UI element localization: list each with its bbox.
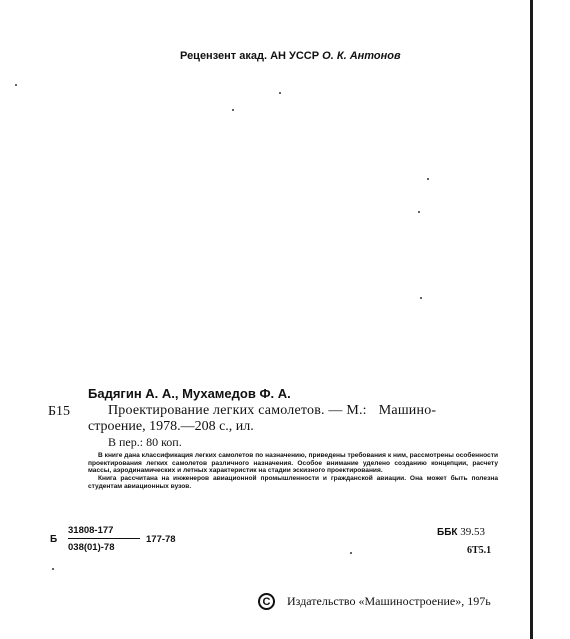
bbk-value: 39.53 <box>460 526 486 538</box>
udc-code: 6Т5.1 <box>467 545 492 556</box>
scan-speck <box>52 568 54 570</box>
scan-speck <box>427 178 429 180</box>
copyright-icon: C <box>258 593 275 610</box>
library-code: Б15 <box>48 404 71 419</box>
annotation-block <box>88 452 498 491</box>
bbk-index <box>437 526 485 538</box>
catalog-denominator: 038(01)-78 <box>68 542 115 553</box>
price-line: В пер.: 80 коп. <box>108 435 182 449</box>
annotation-paragraph-1: В книге дана классификация легких самолетов по назначению, приведены требования к ним, рассмотрены особенности проектирования легких самолетов различного назначения. Особое внимание уделено созданию концепции, расчету массы, аэродинамических и летных характеристик на стадии эскизного проектирования. <box>88 452 498 475</box>
copyright-text: Издательство «Машиностроение», 197ь <box>287 594 491 608</box>
annotation-paragraph-2: Книга рассчитана на инженеров авиационной промышленности и гражданской авиации. Она может быть полезна студентам авиационных вузов. <box>88 475 498 490</box>
reviewer-prefix: Рецензент акад. АН УССР <box>180 50 320 62</box>
book-title-part2: Машино- <box>378 403 437 418</box>
page-edge-border <box>530 0 533 639</box>
scan-speck <box>232 109 234 111</box>
copyright-line <box>258 593 491 610</box>
scan-speck <box>279 92 281 94</box>
scan-speck <box>420 297 422 299</box>
authors-heading: Бадягин А. А., Мухамедов Ф. А. <box>88 386 291 401</box>
reviewer-line <box>180 50 401 62</box>
scan-speck <box>350 552 352 554</box>
catalog-fraction <box>68 525 140 553</box>
catalog-suffix: 177-78 <box>146 534 176 545</box>
book-title-line <box>108 403 436 419</box>
publisher-imprint: строение, 1978.—208 с., ил. <box>88 419 254 434</box>
catalog-numerator: 31808-177 <box>68 525 140 539</box>
scan-speck <box>418 211 420 213</box>
reviewer-name: О. К. Антонов <box>322 50 401 62</box>
bbk-label: ББК <box>437 527 458 538</box>
scan-speck <box>15 84 17 86</box>
catalog-letter: Б <box>50 534 58 545</box>
book-title-part1: Проектирование легких самолетов. — М.: <box>108 403 367 418</box>
